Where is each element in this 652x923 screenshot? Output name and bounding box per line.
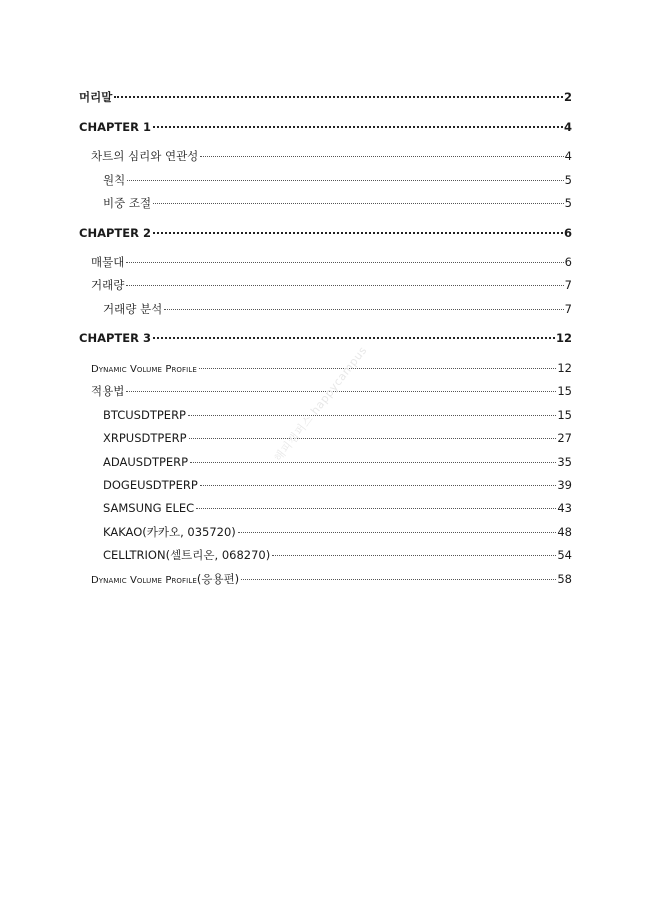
toc-page-number: 15 — [557, 407, 572, 422]
toc-entry-title[interactable]: CHAPTER 3 — [79, 331, 151, 346]
toc-entry-title[interactable]: ADAUSDTPERP — [103, 454, 189, 469]
toc-entry-title[interactable]: BTCUSDTPERP — [103, 407, 186, 422]
toc-page-number: 2 — [563, 90, 572, 104]
toc-entry-dynamic-volume-profile-advanced[interactable] — [79, 568, 572, 591]
dot-leader — [153, 337, 555, 339]
toc-entry-kakao[interactable] — [79, 521, 572, 544]
toc-page-number: 48 — [557, 524, 572, 539]
dot-leader — [164, 309, 563, 310]
dot-leader — [200, 485, 557, 486]
toc-entry-chapter-3[interactable] — [79, 327, 572, 350]
dot-leader — [200, 156, 563, 157]
dot-leader — [114, 96, 563, 98]
dot-leader — [238, 532, 557, 533]
dot-leader — [189, 438, 557, 439]
toc-entry-dynamic-volume-profile[interactable] — [79, 357, 572, 380]
dot-leader — [241, 579, 556, 580]
toc-entry-title[interactable]: 매물대 — [91, 255, 125, 270]
dot-leader — [153, 126, 563, 128]
toc-entry-title[interactable]: 머리말 — [79, 90, 113, 104]
dot-leader — [126, 285, 563, 286]
dot-leader — [196, 508, 556, 509]
toc-page-number: 27 — [557, 431, 572, 446]
dot-leader — [188, 415, 556, 416]
toc-page-number: 7 — [564, 278, 572, 293]
toc-entry-title[interactable]: CHAPTER 2 — [79, 225, 151, 240]
toc-page-number: 35 — [557, 454, 572, 469]
toc-page-number: 4 — [563, 119, 572, 134]
toc-entry-title-prefix: Dynamic Volume Profile — [91, 574, 197, 586]
toc-entry-title[interactable]: 거래량 분석 — [103, 301, 163, 316]
toc-entry-chapter-1[interactable] — [79, 116, 572, 139]
toc-page-number: 43 — [557, 501, 572, 516]
toc-entry-title[interactable]: XRPUSDTPERP — [103, 431, 187, 446]
toc-entry-title[interactable]: CELLTRION(셀트리온, 068270) — [103, 548, 271, 563]
toc-entry-title[interactable]: 거래량 — [91, 278, 125, 293]
toc-entry-title-suffix: (응용편) — [196, 571, 240, 586]
dot-leader — [190, 462, 556, 463]
table-of-contents — [79, 86, 572, 591]
toc-page-number: 7 — [564, 301, 572, 316]
toc-entry-title[interactable]: DOGEUSDTPERP — [103, 477, 198, 492]
toc-entry-title[interactable]: SAMSUNG ELEC — [103, 501, 195, 516]
toc-page-number: 5 — [564, 195, 572, 210]
dot-leader — [126, 391, 556, 392]
toc-entry-samsung-elec[interactable] — [79, 497, 572, 520]
toc-page-number: 5 — [564, 172, 572, 187]
toc-entry-chapter-2[interactable] — [79, 222, 572, 245]
toc-entry-volume[interactable] — [79, 274, 572, 297]
dot-leader — [199, 368, 557, 369]
toc-entry-celltrion[interactable] — [79, 544, 572, 567]
toc-page-number: 12 — [557, 361, 572, 376]
dot-leader — [127, 180, 563, 181]
dot-leader — [153, 232, 563, 234]
toc-entry-chart-psychology[interactable] — [79, 145, 572, 168]
toc-entry-adausdtperp[interactable] — [79, 451, 572, 474]
toc-page-number: 15 — [557, 384, 572, 399]
toc-entry-position-sizing[interactable] — [79, 192, 572, 215]
toc-entry-title[interactable]: 차트의 심리와 연관성 — [91, 149, 199, 164]
toc-entry-title[interactable] — [91, 568, 239, 592]
toc-page-number: 6 — [564, 255, 572, 270]
toc-entry-title[interactable]: KAKAO(카카오, 035720) — [103, 524, 236, 539]
dot-leader — [153, 203, 564, 204]
toc-entry-principles[interactable] — [79, 169, 572, 192]
toc-entry-title[interactable]: 적용법 — [91, 384, 125, 399]
toc-entry-title[interactable]: CHAPTER 1 — [79, 119, 151, 134]
toc-page-number: 6 — [563, 225, 572, 240]
toc-page-number: 12 — [555, 331, 572, 346]
toc-entry-dogeusdtperp[interactable] — [79, 474, 572, 497]
watermark: 해피캠퍼스 happycampus — [271, 343, 370, 465]
toc-page-number: 4 — [564, 149, 572, 164]
toc-entry-title[interactable]: 원칙 — [103, 172, 126, 187]
toc-entry-title[interactable]: 비중 조절 — [103, 195, 152, 210]
toc-entry-volume-analysis[interactable] — [79, 298, 572, 321]
dot-leader — [126, 262, 563, 263]
toc-entry-title[interactable]: Dynamic Volume Profile — [91, 364, 197, 376]
toc-page-number: 54 — [557, 548, 572, 563]
toc-entry-preface[interactable] — [79, 86, 572, 109]
dot-leader — [272, 555, 556, 556]
toc-entry-xrpusdtperp[interactable] — [79, 427, 572, 450]
toc-page-number: 58 — [557, 571, 572, 586]
toc-entry-supply-zone[interactable] — [79, 251, 572, 274]
toc-page-number: 39 — [557, 477, 572, 492]
